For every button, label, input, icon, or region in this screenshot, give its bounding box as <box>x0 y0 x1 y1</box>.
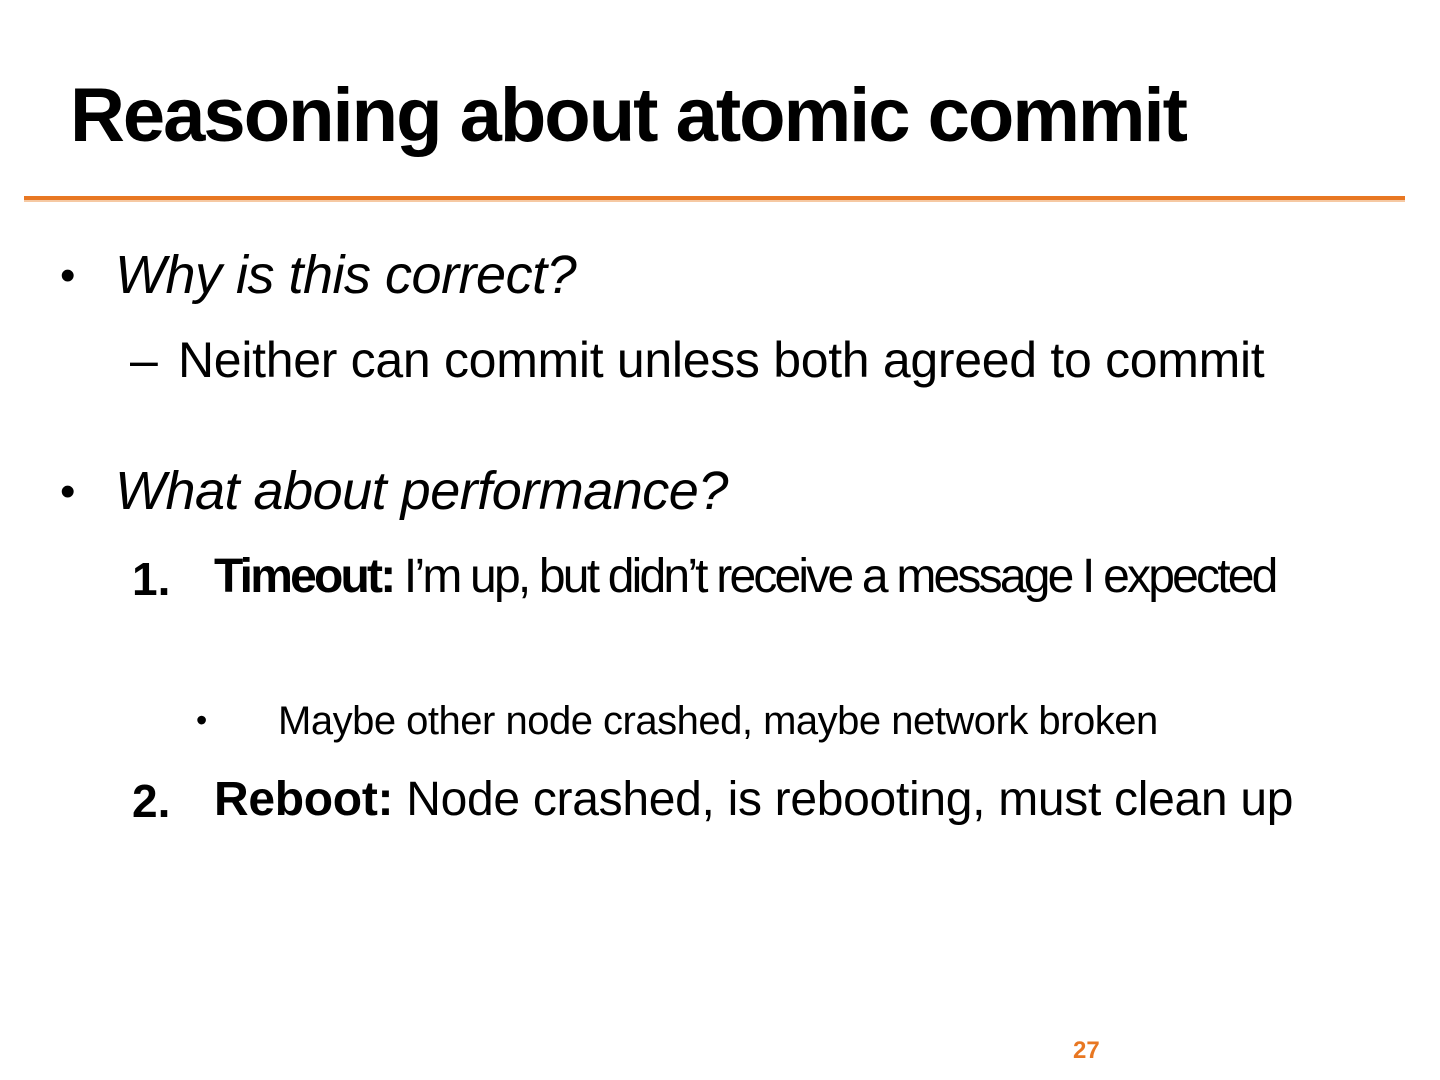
title-divider-shadow <box>24 200 1405 202</box>
list-number-1: 1. <box>132 553 171 605</box>
numbered-item-reboot <box>214 775 1394 825</box>
bullet-icon: • <box>60 467 76 516</box>
reboot-text: Node crashed, is rebooting, must clean up <box>406 773 1294 826</box>
timeout-text: I’m up, but didn’t receive a message I expected <box>403 550 1276 603</box>
bullet-text-performance: What about performance? <box>115 461 728 521</box>
reboot-label: Reboot: <box>214 773 394 826</box>
list-number-2: 2. <box>132 775 171 827</box>
slide-title: Reasoning about atomic commit <box>70 73 1186 158</box>
bullet-icon: • <box>60 251 76 300</box>
sub-bullet-text-neither-commit: Neither can commit unless both agreed to commit <box>178 332 1265 388</box>
bullet-icon: • <box>196 702 208 738</box>
sub-bullet-text-crash-cause: Maybe other node crashed, maybe network broken <box>278 699 1158 743</box>
bullet-text-why-correct: Why is this correct? <box>115 245 577 305</box>
page-number: 27 <box>1073 1037 1100 1064</box>
numbered-item-timeout <box>214 552 1364 602</box>
dash-icon: – <box>130 332 158 388</box>
timeout-label: Timeout: <box>214 550 394 603</box>
